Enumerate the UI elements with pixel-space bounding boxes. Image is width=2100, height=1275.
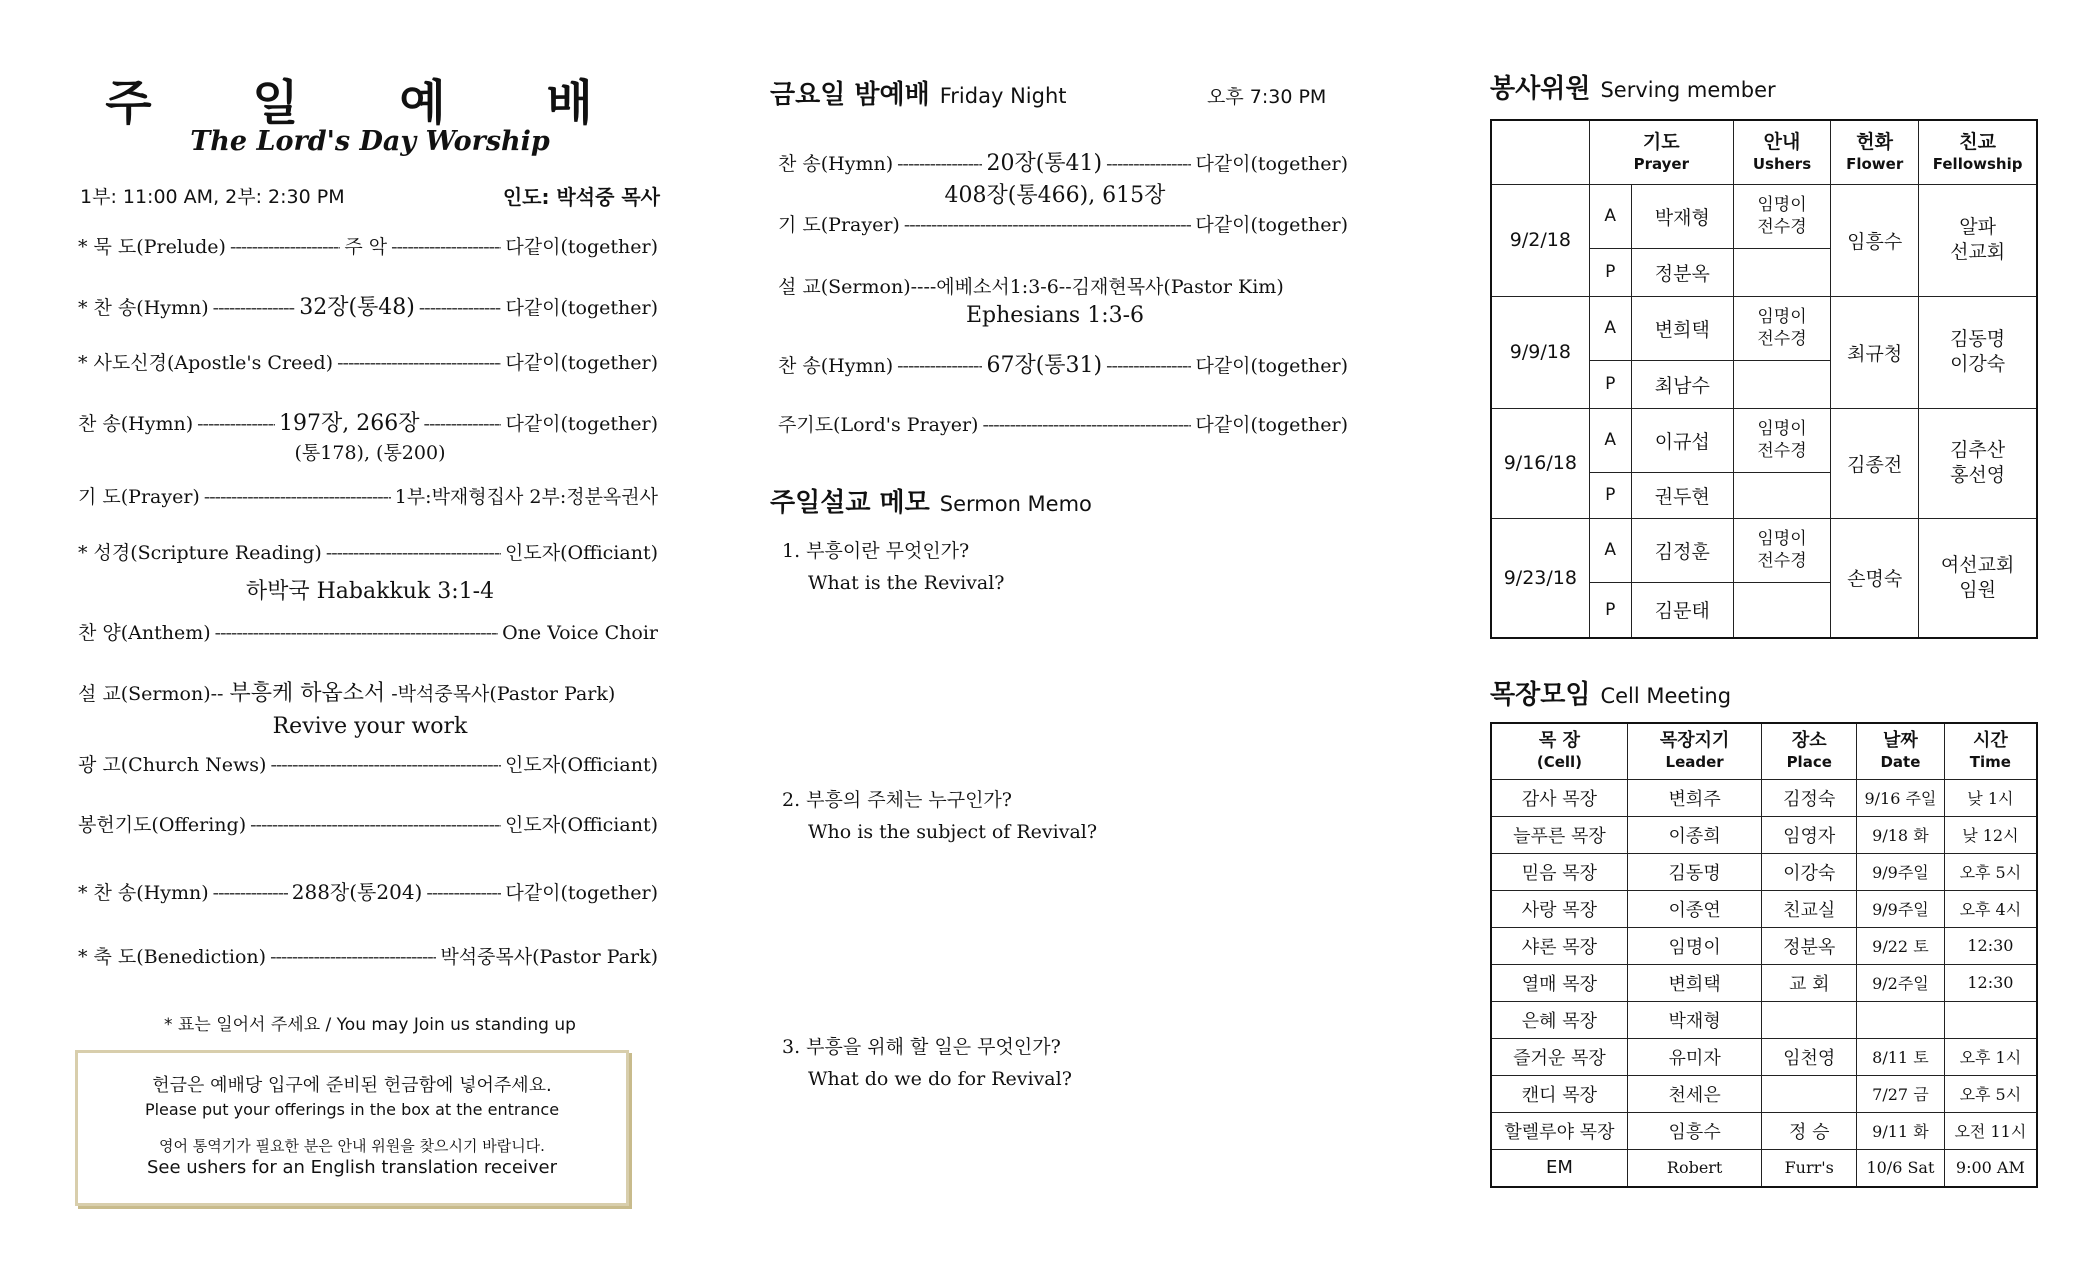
cell-leader: 박재형 — [1627, 1001, 1761, 1038]
order-item-benediction — [78, 942, 658, 969]
cell-leader: 임흥수 — [1627, 1112, 1761, 1149]
service-label-p: P — [1589, 582, 1631, 638]
usher-name: 임명이 — [1757, 195, 1807, 215]
item-person: 다같이(together) — [505, 352, 658, 374]
date-header — [1857, 723, 1945, 779]
header-ko: 장소 — [1791, 730, 1827, 752]
item-person: 인도자(Officiant) — [505, 814, 658, 836]
prayer-a: 이규섭 — [1631, 408, 1733, 472]
fellowship-name: 선교회 — [1950, 241, 2006, 263]
fellowship-name: 김추산 — [1950, 439, 2006, 461]
dash-leader — [213, 882, 288, 904]
dash-leader — [897, 355, 982, 377]
memo-question-1: 1. 부흥이란 무엇인가? — [782, 540, 970, 562]
table-row — [1491, 1001, 2037, 1038]
table-row — [1491, 890, 2037, 927]
cell-place: 임천영 — [1762, 1038, 1857, 1075]
ushers — [1733, 518, 1830, 582]
cell-header-row — [1491, 723, 2037, 779]
cell-title-en: Cell Meeting — [1600, 684, 1732, 708]
header-ko: 시간 — [1972, 730, 2008, 752]
dash-leader — [391, 236, 501, 258]
dash-leader — [1106, 153, 1191, 175]
memo-title-ko: 주일설교 메모 — [770, 488, 930, 518]
order-item-creed — [78, 348, 658, 375]
cell-time: 12:30 — [1944, 927, 2037, 964]
service-leader: 인도: 박석중 목사 — [502, 185, 660, 209]
memo-title-en: Sermon Memo — [939, 492, 1092, 516]
item-detail: 288장(통204) — [291, 880, 423, 904]
header-ko: 친교 — [1959, 131, 1996, 154]
cell-name: 샤론 목장 — [1491, 927, 1627, 964]
dash-leader — [230, 236, 340, 258]
item-name: 설 교(Sermon)-- — [78, 683, 224, 705]
header-ko: 목 장 — [1538, 730, 1580, 752]
order-item-hymn-2 — [78, 406, 658, 437]
cell-meeting-table — [1490, 722, 2038, 1188]
service-date: 9/16/18 — [1491, 408, 1589, 518]
item-person: One Voice Choir — [502, 622, 658, 644]
item-person: 박석중목사(Pastor Park) — [440, 946, 658, 968]
fellowship-name: 임원 — [1959, 578, 1996, 601]
item-name: * 축 도(Benediction) — [78, 946, 267, 968]
header-en: Prayer — [1633, 155, 1689, 174]
cell-date: 9/22 토 — [1857, 927, 1945, 964]
item-name: 기 도(Prayer) — [78, 486, 200, 508]
cell-place: 교 회 — [1762, 964, 1857, 1001]
memo-question-2: 2. 부흥의 주체는 누구인가? — [782, 789, 1012, 811]
cell-place: 정분옥 — [1762, 927, 1857, 964]
usher-name: 임명이 — [1757, 419, 1807, 439]
prayer-a: 변희택 — [1631, 296, 1733, 360]
worship-column — [70, 0, 670, 1275]
cell-date: 9/18 화 — [1857, 816, 1945, 853]
header-ko: 목장지기 — [1659, 730, 1730, 752]
fellowship-name: 이강숙 — [1950, 353, 2006, 375]
cell-date: 9/16 주일 — [1857, 779, 1945, 816]
prayer-p: 정분옥 — [1631, 248, 1733, 296]
fellowship-name: 알파 — [1959, 216, 1996, 238]
cell-leader: 이종희 — [1627, 816, 1761, 853]
header-en: Leader — [1665, 753, 1724, 772]
worship-subtitle: The Lord's Day Worship — [190, 126, 550, 157]
dash-leader — [897, 153, 982, 175]
item-name: 찬 양(Anthem) — [78, 622, 211, 644]
friday-item-hymn-2 — [778, 348, 1348, 379]
header-en: (Cell) — [1536, 753, 1583, 772]
item-name: * 성경(Scripture Reading) — [78, 542, 322, 564]
cell-date: 8/11 토 — [1857, 1038, 1945, 1075]
usher-name: 전수경 — [1757, 551, 1807, 571]
table-row — [1491, 779, 2037, 816]
cell-place: 임영자 — [1762, 816, 1857, 853]
item-detail: 에베소서1:3-6-- — [936, 276, 1072, 298]
cell-name: 늘푸른 목장 — [1491, 816, 1627, 853]
prayer-p: 권두현 — [1631, 472, 1733, 518]
translation-notice-ko: 영어 통역기가 필요한 분은 안내 위원을 찾으시기 바랍니다. — [159, 1137, 545, 1155]
dash-leader — [904, 214, 1192, 236]
offering-notice-box — [75, 1050, 629, 1206]
header-ko: 날짜 — [1883, 730, 1918, 752]
cell-date: 9/9주일 — [1857, 853, 1945, 890]
cell-leader: 이종연 — [1627, 890, 1761, 927]
friday-title — [770, 74, 1067, 111]
service-date: 9/9/18 — [1491, 296, 1589, 408]
cell-time: 낮 1시 — [1944, 779, 2037, 816]
item-person: 인도자(Officiant) — [505, 542, 658, 564]
dash-leader — [215, 622, 498, 644]
order-item-hymn-1 — [78, 290, 658, 321]
friday-title-ko: 금요일 밤예배 — [770, 80, 930, 110]
header-ko: 헌화 — [1856, 131, 1894, 154]
order-item-news — [78, 750, 658, 777]
item-name: 찬 송(Hymn) — [778, 153, 894, 175]
cell-name: 믿음 목장 — [1491, 853, 1627, 890]
table-row — [1491, 518, 2037, 582]
friday-item-sermon — [778, 272, 1348, 299]
cell-time: 오후 1시 — [1944, 1038, 2037, 1075]
fellowship-header — [1919, 120, 2037, 184]
cell-name: 즐거운 목장 — [1491, 1038, 1627, 1075]
item-person: -박석중목사(Pastor Park) — [391, 683, 616, 705]
order-item-prelude — [78, 232, 658, 259]
cell-time: 오전 11시 — [1944, 1112, 2037, 1149]
cell-place: 이강숙 — [1762, 853, 1857, 890]
item-detail: 67장(통31) — [986, 353, 1103, 378]
flower-header — [1831, 120, 1919, 184]
memo-title — [770, 482, 1092, 519]
translation-notice-en: See ushers for an English translation receiver — [146, 1157, 558, 1178]
table-row — [1491, 816, 2037, 853]
ushers-header — [1733, 120, 1830, 184]
order-item-anthem — [78, 618, 658, 645]
item-name: 찬 송(Hymn) — [778, 355, 894, 377]
date-header — [1491, 120, 1589, 184]
item-person: 다같이(together) — [505, 297, 659, 319]
header-en: Flower — [1846, 155, 1904, 174]
dash-leader — [419, 297, 502, 319]
dash-leader — [1106, 355, 1191, 377]
cell-time: 낮 12시 — [1944, 816, 2037, 853]
table-row — [1491, 1075, 2037, 1112]
cell-leader: 변희주 — [1627, 779, 1761, 816]
header-en: Time — [1969, 753, 2011, 772]
header-en: Fellowship — [1932, 155, 2023, 174]
service-label-a: A — [1589, 184, 1631, 248]
item-detail: 20장(통41) — [986, 151, 1103, 176]
table-row — [1491, 184, 2037, 248]
cell-name: 캔디 목장 — [1491, 1075, 1627, 1112]
order-item-scripture — [78, 538, 658, 565]
service-label-a: A — [1589, 296, 1631, 360]
cell-leader: 천세은 — [1627, 1075, 1761, 1112]
usher-name: 전수경 — [1757, 217, 1807, 237]
fellowship — [1919, 184, 2037, 296]
sermon-title-en: Revive your work — [272, 714, 468, 739]
dash-leader — [326, 542, 501, 564]
header-en: Date — [1880, 753, 1921, 772]
worship-title: 주 일 예 배 — [105, 75, 635, 131]
cell-date: 7/27 금 — [1857, 1075, 1945, 1112]
cell-leader: 변희택 — [1627, 964, 1761, 1001]
order-item-hymn-3 — [78, 876, 658, 905]
cell-place — [1762, 1001, 1857, 1038]
cell-name: EM — [1491, 1149, 1627, 1187]
service-label-p: P — [1589, 472, 1631, 518]
cell-name: 열매 목장 — [1491, 964, 1627, 1001]
cell-table-body — [1491, 779, 2037, 1187]
friday-hymn-extra: 408장(통466), 615장 — [944, 183, 1166, 208]
dash-leader — [270, 754, 501, 776]
dash-leader — [982, 414, 1191, 436]
cell-title-ko: 목장모임 — [1490, 680, 1591, 710]
header-en: Ushers — [1752, 155, 1812, 174]
order-item-prayer — [78, 482, 658, 509]
item-name: * 찬 송(Hymn) — [78, 882, 209, 904]
cell-leader: 유미자 — [1627, 1038, 1761, 1075]
friday-item-prayer — [778, 210, 1348, 237]
dash-leader — [213, 297, 296, 319]
prayer-p: 김문태 — [1631, 582, 1733, 638]
prayer-p: 최남수 — [1631, 360, 1733, 408]
item-name: 주기도(Lord's Prayer) — [778, 414, 979, 436]
usher-name: 임명이 — [1757, 307, 1807, 327]
item-person: 다같이(together) — [505, 413, 659, 435]
cell-leader: 임명이 — [1627, 927, 1761, 964]
ushers-empty — [1733, 360, 1830, 408]
hymn-alt-numbers: (통178), (통200) — [294, 442, 446, 464]
cell-time: 9:00 AM — [1944, 1149, 2037, 1187]
scripture-reference: 하박국 Habakkuk 3:1-4 — [245, 579, 495, 604]
item-name: 광 고(Church News) — [78, 754, 267, 776]
usher-name: 전수경 — [1757, 329, 1807, 349]
cell-time: 오후 4시 — [1944, 890, 2037, 927]
ushers-empty — [1733, 472, 1830, 518]
cell-place: Furr's — [1762, 1149, 1857, 1187]
item-person: 다같이(together) — [1195, 355, 1349, 377]
ushers — [1733, 184, 1830, 248]
friday-item-lords-prayer — [778, 410, 1348, 437]
memo-question-1-en: What is the Revival? — [808, 572, 1005, 594]
cell-name: 감사 목장 — [1491, 779, 1627, 816]
item-person: 다같이(together) — [1195, 414, 1348, 436]
standing-note: * 표는 일어서 주세요 / You may Join us standing up — [164, 1015, 576, 1035]
item-person: 다같이(together) — [1195, 214, 1348, 236]
friday-item-hymn-1 — [778, 146, 1348, 177]
item-name: * 묵 도(Prelude) — [78, 236, 226, 258]
flower: 김종전 — [1831, 408, 1919, 518]
ushers — [1733, 408, 1830, 472]
item-name: 설 교(Sermon)---- — [778, 276, 937, 298]
cell-time: 오후 5시 — [1944, 853, 2037, 890]
item-name: 기 도(Prayer) — [778, 214, 900, 236]
serving-title — [1490, 68, 1776, 105]
memo-question-3: 3. 부흥을 위해 할 일은 무엇인가? — [782, 1036, 1061, 1058]
friday-memo-column — [770, 0, 1370, 1275]
cell-time — [1944, 1001, 2037, 1038]
table-row — [1491, 927, 2037, 964]
usher-name: 전수경 — [1757, 441, 1807, 461]
item-name: * 찬 송(Hymn) — [78, 297, 209, 319]
dash-leader — [250, 814, 501, 836]
fellowship-name: 홍선영 — [1950, 464, 2006, 486]
service-date: 9/23/18 — [1491, 518, 1589, 638]
memo-question-3-en: What do we do for Revival? — [808, 1068, 1072, 1090]
cell-date: 9/2주일 — [1857, 964, 1945, 1001]
ushers-empty — [1733, 582, 1830, 638]
serving-title-ko: 봉사위원 — [1490, 74, 1591, 104]
serving-header-row — [1491, 120, 2037, 184]
service-label-p: P — [1589, 248, 1631, 296]
dash-leader — [426, 882, 501, 904]
prayer-a: 박재형 — [1631, 184, 1733, 248]
cell-leader: Robert — [1627, 1149, 1761, 1187]
service-label-a: A — [1589, 408, 1631, 472]
header-en: Place — [1786, 753, 1832, 772]
item-person: 김재현목사(Pastor Kim) — [1071, 276, 1284, 298]
friday-title-en: Friday Night — [939, 84, 1067, 108]
item-name: * 사도신경(Apostle's Creed) — [78, 352, 334, 374]
serving-title-en: Serving member — [1600, 78, 1776, 102]
item-person: 인도자(Officiant) — [505, 754, 658, 776]
service-label-a: A — [1589, 518, 1631, 582]
prayer-a: 김정훈 — [1631, 518, 1733, 582]
leader-header — [1627, 723, 1761, 779]
fellowship-name: 김동명 — [1950, 328, 2006, 350]
time-header — [1944, 723, 2037, 779]
order-item-offering — [78, 810, 658, 837]
fellowship-name: 여선교회 — [1940, 553, 2015, 576]
service-times: 1부: 11:00 AM, 2부: 2:30 PM — [80, 186, 345, 208]
service-date: 9/2/18 — [1491, 184, 1589, 296]
memo-question-2-en: Who is the subject of Revival? — [808, 821, 1098, 843]
cell-time: 오후 5시 — [1944, 1075, 2037, 1112]
table-row — [1491, 1038, 2037, 1075]
cell-time: 12:30 — [1944, 964, 2037, 1001]
cell-date: 9/11 화 — [1857, 1112, 1945, 1149]
cell-name: 사랑 목장 — [1491, 890, 1627, 927]
item-person: 다같이(together) — [1195, 153, 1349, 175]
cell-header — [1491, 723, 1627, 779]
header-ko: 안내 — [1763, 131, 1801, 154]
dash-leader — [424, 413, 502, 435]
item-detail: 197장, 266장 — [279, 411, 420, 436]
flower: 손명숙 — [1831, 518, 1919, 638]
offering-notice-en: Please put your offerings in the box at the entrance — [144, 1100, 560, 1119]
friday-sermon-en: Ephesians 1:3-6 — [965, 303, 1145, 328]
fellowship — [1919, 518, 2037, 638]
table-row — [1491, 964, 2037, 1001]
schedule-column — [1490, 0, 2050, 1275]
service-label-p: P — [1589, 360, 1631, 408]
cell-date: 10/6 Sat — [1857, 1149, 1945, 1187]
cell-place: 친교실 — [1762, 890, 1857, 927]
friday-time: 오후 7:30 PM — [1207, 86, 1327, 108]
dash-leader — [204, 486, 391, 508]
offering-notice-ko: 헌금은 예배당 입구에 준비된 헌금함에 넣어주세요. — [152, 1075, 552, 1096]
table-row — [1491, 1149, 2037, 1187]
ushers-empty — [1733, 248, 1830, 296]
item-name: 찬 송(Hymn) — [78, 413, 194, 435]
flower: 임흥수 — [1831, 184, 1919, 296]
item-person: 1부:박재형집사 2부:정분옥권사 — [394, 486, 658, 508]
table-row — [1491, 1112, 2037, 1149]
prayer-header — [1589, 120, 1733, 184]
cell-date — [1857, 1001, 1945, 1038]
fellowship — [1919, 408, 2037, 518]
ushers — [1733, 296, 1830, 360]
item-detail: 주 악 — [344, 236, 388, 258]
item-detail: 32장(통48) — [299, 295, 415, 320]
flower: 최규청 — [1831, 296, 1919, 408]
cell-place: 김정숙 — [1762, 779, 1857, 816]
item-person: 다같이(together) — [505, 236, 658, 258]
place-header — [1762, 723, 1857, 779]
order-item-sermon — [78, 676, 658, 707]
header-ko: 기도 — [1642, 131, 1680, 154]
table-row — [1491, 296, 2037, 360]
cell-name: 할렐루야 목장 — [1491, 1112, 1627, 1149]
sermon-title: 부흥케 하옵소서 — [229, 681, 386, 706]
cell-date: 9/9주일 — [1857, 890, 1945, 927]
serving-table — [1490, 119, 2038, 639]
item-person: 다같이(together) — [505, 882, 658, 904]
usher-name: 임명이 — [1757, 529, 1807, 549]
fellowship — [1919, 296, 2037, 408]
table-row — [1491, 853, 2037, 890]
dash-leader — [337, 352, 501, 374]
cell-leader: 김동명 — [1627, 853, 1761, 890]
cell-title — [1490, 674, 1731, 711]
cell-place: 정 승 — [1762, 1112, 1857, 1149]
cell-name: 은혜 목장 — [1491, 1001, 1627, 1038]
table-row — [1491, 408, 2037, 472]
item-name: 봉헌기도(Offering) — [78, 814, 247, 836]
cell-place — [1762, 1075, 1857, 1112]
dash-leader — [197, 413, 275, 435]
dash-leader — [270, 946, 436, 968]
